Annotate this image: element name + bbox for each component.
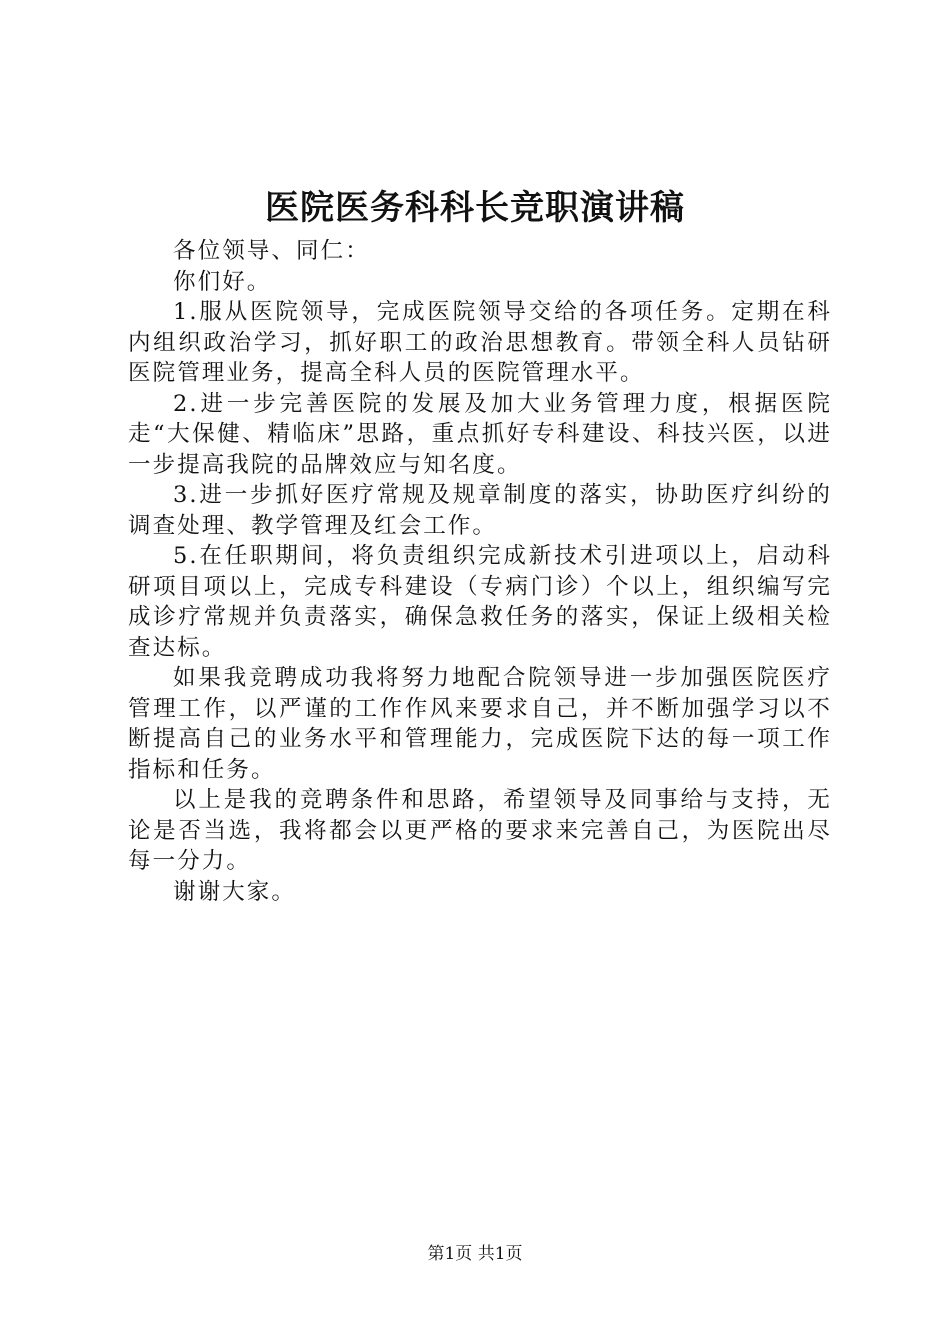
document-title: 医院医务科科长竞职演讲稿 — [265, 188, 685, 228]
salutation: 你们好。 — [173, 268, 272, 295]
page-footer: 第1页 共1页 — [427, 1244, 523, 1264]
paragraph-item-1: 1.服从医院领导，完成医院领导交给的各项任务。定期在科内组织政治学习，抓好职工的政治思想教育。带领全科人员钻研医院管理业务，提高全科人员的医院管理水平。 — [128, 299, 832, 386]
thanks: 谢谢大家。 — [173, 878, 297, 905]
paragraph-closing: 以上是我的竞聘条件和思路，希望领导及同事给与支持，无论是否当选，我将都会以更严格的要求来完善自己，为医院出尽每一分力。 — [128, 787, 832, 874]
paragraph-commitment: 如果我竞聘成功我将努力地配合院领导进一步加强医院医疗管理工作，以严谨的工作作风来要求自己，并不断加强学习以不断提高自己的业务水平和管理能力，完成医院下达的每一项工作指标和任务。 — [128, 665, 832, 783]
paragraph-item-3: 3.进一步抓好医疗常规及规章制度的落实，协助医疗纠纷的调查处理、教学管理及红会工作。 — [128, 482, 832, 539]
greeting: 各位领导、同仁： — [173, 238, 370, 264]
paragraph-item-2: 2.进一步完善医院的发展及加大业务管理力度，根据医院走“大保健、精临床”思路，重点抓好专科建设、科技兴医，以进一步提高我院的品牌效应与知名度。 — [128, 390, 832, 478]
paragraph-item-5: 5.在任职期间，将负责组织完成新技术引进项以上，启动科研项目项以上，完成专科建设（专病门诊）个以上，组织编写完成诊疗常规并负责落实，确保急救任务的落实，保证上级相关检查达标。 — [128, 543, 832, 661]
document-body — [128, 236, 832, 907]
